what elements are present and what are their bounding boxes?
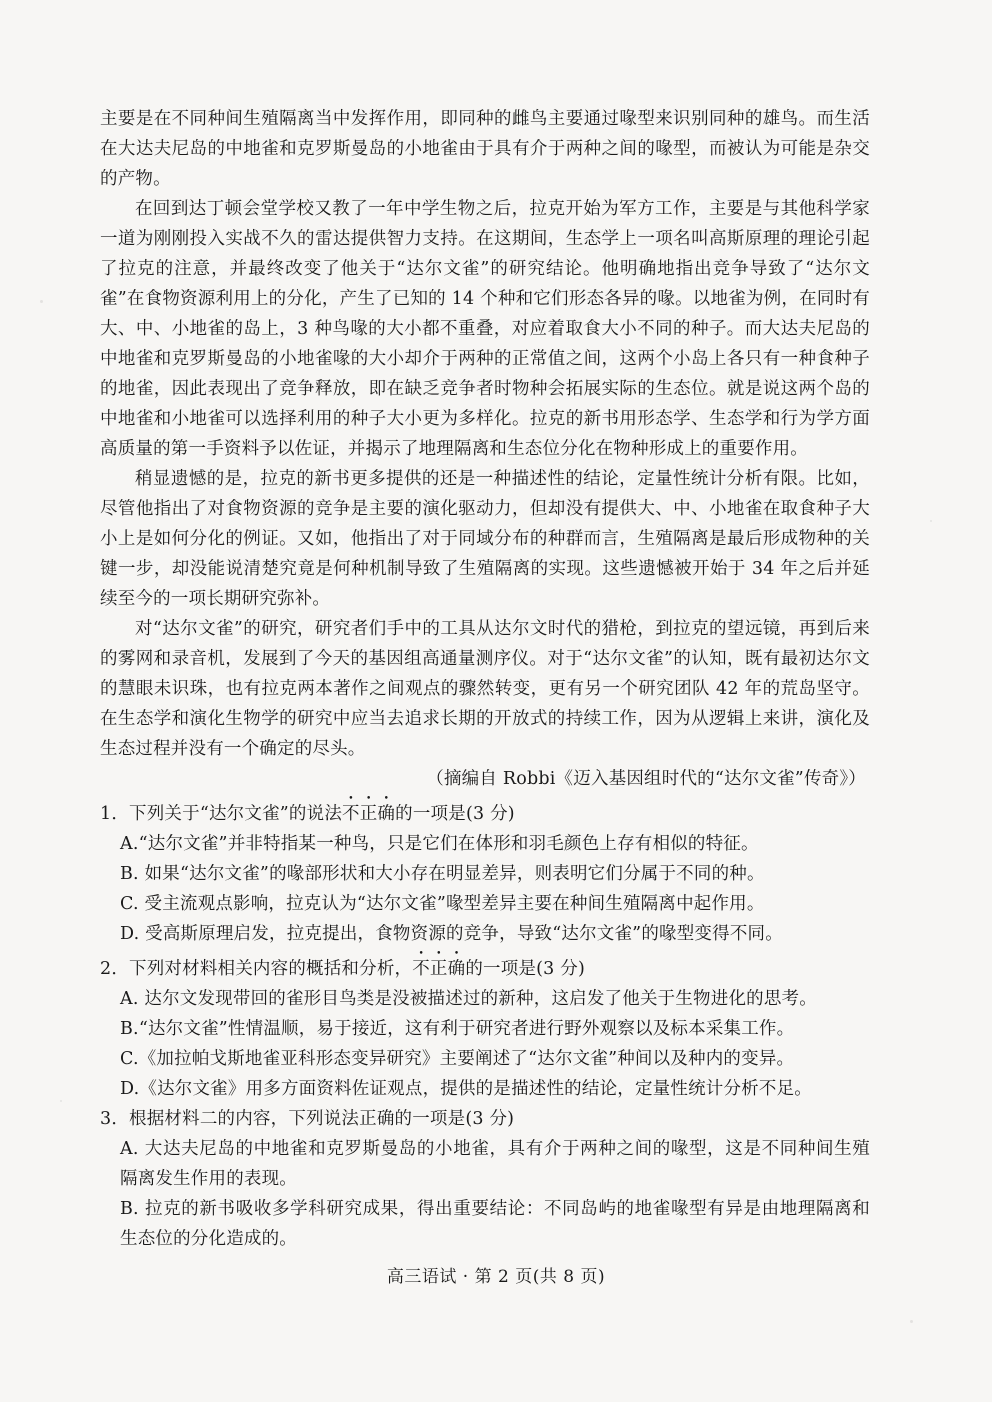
- option-a: A. 达尔文发现带回的雀形目鸟类是没被描述过的新种，这启发了他关于生物进化的思考。: [120, 989, 817, 1009]
- option-list: [100, 1134, 870, 1254]
- option-a: A.“达尔文雀”并非特指某一种鸟，只是它们在体形和羽毛颜色上存有相似的特征。: [120, 834, 759, 854]
- option-a: A. 大达夫尼岛的中地雀和克罗斯曼岛的小地雀，具有介于两种之间的喙型，这是不同种间生殖隔离发生作用的表现。: [120, 1139, 870, 1189]
- option-b: B. 拉克的新书吸收多学科研究成果，得出重要结论：不同岛屿的地雀喙型有异是由地理隔离和生态位的分化造成的。: [120, 1199, 870, 1249]
- option-c: C.《加拉帕戈斯地雀亚科形态变异研究》主要阐述了“达尔文雀”种间以及种内的变异。: [120, 1049, 795, 1069]
- paragraph-4: 对“达尔文雀”的研究，研究者们手中的工具从达尔文时代的猎枪，到拉克的望远镜，再到后来的雾网和录音机，发展到了今天的基因组高通量测序仪。对于“达尔文雀”的认知，既有最初达尔文的慧眼未识珠，也有拉克两本著作之间观点的骤然转变，更有另一个研究团队 42 年的荒岛坚守。在生态学和演化生物学的研究中应当去追求长期的开放式的持续工作，因为从逻辑上来讲，演化及生态过程并没有一个确定的尽头。: [100, 619, 870, 759]
- paragraph-2: 在回到达丁顿会堂学校又教了一年中学生物之后，拉克开始为军方工作，主要是与其他科学家一道为刚刚投入实战不久的雷达提供智力支持。在这期间，生态学上一项名叫高斯原理的理论引起了拉克的注意，并最终改变了他关于“达尔文雀”的研究结论。他明确地指出竞争导致了“达尔文雀”在食物资源利用上的分化，产生了已知的 14 个种和它们形态各异的喙。以地雀为例，在同时有大、中、小地雀的岛上，3 种鸟喙的大小都不重叠，对应着取食大小不同的种子。而大达夫尼岛的中地雀和克罗斯曼岛的小地雀喙的大小却介于两种的正常值之间，这两个小岛上各只有一种食种子的地雀，因此表现出了竞争释放，即在缺乏竞争者时物种会拓展实际的生态位。就是说这两个岛的中地雀和小地雀可以选择利用的种子大小更为多样化。拉克的新书用形态学、生态学和行为学方面高质量的第一手资料予以佐证，并揭示了地理隔离和生态位分化在物种形成上的重要作用。: [100, 199, 870, 459]
- option-d: D. 受高斯原理启发，拉克提出，食物资源的竞争，导致“达尔文雀”的喙型变得不同。: [120, 924, 783, 944]
- option-c: C. 受主流观点影响，拉克认为“达尔文雀”喙型差异主要在种间生殖隔离中起作用。: [120, 894, 765, 914]
- option-b: B.“达尔文雀”性情温顺，易于接近，这有利于研究者进行野外观察以及标本采集工作。: [120, 1019, 795, 1039]
- stem-text: 的一项是(3 分): [465, 959, 585, 979]
- stem-text: 的一项是(3 分): [395, 804, 515, 824]
- option-list: [100, 984, 870, 1104]
- paragraph-1: 主要是在不同种间生殖隔离当中发挥作用，即同种的雌鸟主要通过喙型来识别同种的雄鸟。而生活在大达夫尼岛的中地雀和克罗斯曼岛的小地雀由于具有介于两种之间的喙型，而被认为可能是杂交的产物。: [100, 109, 870, 189]
- question-stem: [100, 1104, 870, 1134]
- stem-text: 2．下列对材料相关内容的概括和分析，: [100, 959, 413, 979]
- emphasis-text: 不正确: [342, 804, 396, 824]
- question-1: [100, 794, 870, 949]
- stem-text: 1．下列关于“达尔文雀”的说法: [100, 804, 343, 824]
- source-citation: （摘编自 Robbi《迈入基因组时代的“达尔文雀”传奇》）: [426, 769, 866, 789]
- question-stem: [100, 949, 870, 984]
- question-3: [100, 1104, 870, 1254]
- question-2: [100, 949, 870, 1104]
- option-list: [100, 829, 870, 949]
- page-footer: 高三语试 · 第 2 页(共 8 页): [386, 1267, 606, 1287]
- stem-text: 3．根据材料二的内容，下列说法正确的一项是(3 分): [100, 1109, 515, 1129]
- question-stem: [100, 794, 870, 829]
- paragraph-3: 稍显遗憾的是，拉克的新书更多提供的还是一种描述性的结论，定量性统计分析有限。比如，尽管他指出了对食物资源的竞争是主要的演化驱动力，但却没有提供大、中、小地雀在取食种子大小上是如何分化的例证。又如，他指出了对于同域分布的种群而言，生殖隔离是最后形成物种的关键一步，却没能说清楚究竟是何种机制导致了生殖隔离的实现。这些遗憾被开始于 34 年之后并延续至今的一项长期研究弥补。: [100, 469, 870, 609]
- emphasis-text: 不正确: [412, 959, 466, 979]
- option-b: B. 如果“达尔文雀”的喙部形状和大小存在明显差异，则表明它们分属于不同的种。: [120, 864, 765, 884]
- option-d: D.《达尔文雀》用多方面资料佐证观点，提供的是描述性的结论，定量性统计分析不足。: [120, 1079, 812, 1099]
- page-content: [100, 104, 870, 1254]
